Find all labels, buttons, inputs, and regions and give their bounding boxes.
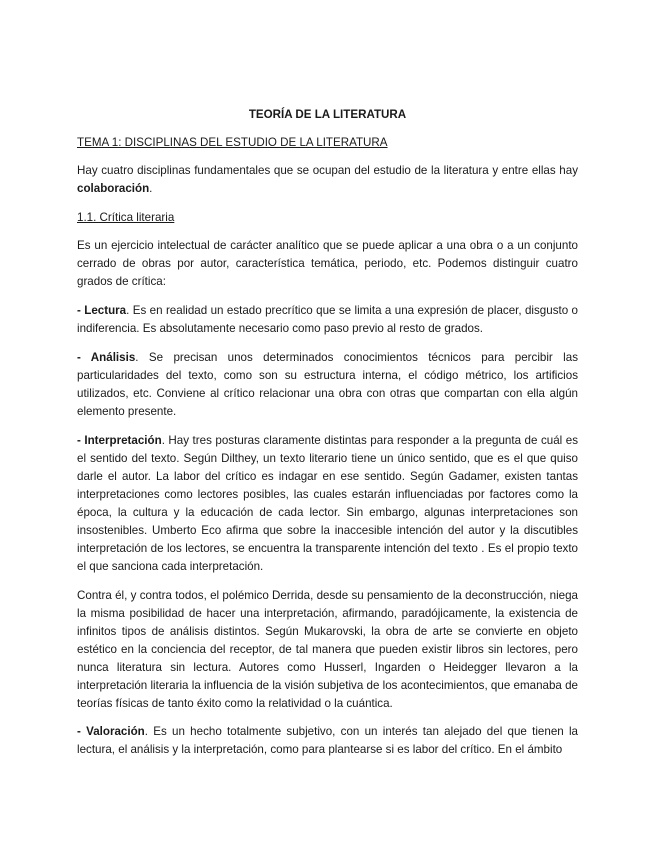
critica-definition: Es un ejercicio intelectual de carácter analítico que se puede aplicar a una obra o a un conjunto cerrado de obras por autor, característica temática, periodo, etc. Podemos distinguir cuatro grados de crítica: <box>77 239 578 288</box>
interpretacion-text: . Hay tres posturas claramente distintas para responder a la pregunta de cuál es el sentido del texto. Según Dilthey, un texto literario tiene un único sentido, que es el que quiso darle el autor. La labor del crítico es indagar en ese sentido. Según Gadamer, existen tantas interpretaciones como lectores posibles, las cuales estarán influenciadas por factores como la época, la cultura y la educación de cada lector. Sin embargo, algunas interpretaciones son insostenibles. Umberto Eco afirma que sobre la inaccesible intención del autor y la discutibles interpretación de los lectores, se encuentra la transparente intención del texto . Es el propio texto el que sanciona cada interpretación. <box>77 434 578 573</box>
document-title: TEORÍA DE LA LITERATURA <box>248 108 407 121</box>
analisis-label: - Análisis <box>77 351 136 364</box>
interpretacion-paragraph <box>77 432 578 576</box>
interpretacion-label: - Interpretación <box>77 434 162 447</box>
lectura-text: . Es en realidad un estado precrítico que se limita a una expresión de placer, disgusto o indiferencia. Es absolutamente necesario como paso previo al resto de grados. <box>77 304 578 335</box>
analisis-paragraph <box>77 349 578 421</box>
derrida-paragraph: Contra él, y contra todos, el polémico Derrida, desde su pensamiento de la deconstrucción, niega la misma posibilidad de hacer una interpretación, afirmando, paradójicamente, la existencia de infinitos tipos de análisis distintos. Según Mukarovski, la obra de arte se convierte en objeto estético en la conciencia del receptor, de tal manera que pueden existir libros sin lectores, pero nunca literatura sin lectura. Autores como Husserl, Ingarden o Heidegger llevaron a la interpretación literaria la influencia de la visión subjetiva de los acontecimientos, que emanaba de teorías físicas de tanto éxito como la relatividad o la cuántica. <box>77 589 578 710</box>
intro-text: Hay cuatro disciplinas fundamentales que se ocupan del estudio de la literatura y entre ellas hay <box>77 164 578 177</box>
intro-end: . <box>149 182 153 195</box>
valoracion-label: - Valoración <box>77 725 145 738</box>
intro-bold-term: colaboración <box>77 182 150 195</box>
lectura-paragraph <box>77 302 578 338</box>
analisis-text: . Se precisan unos determinados conocimientos técnicos para percibir las particularidades del texto, como son su estructura interna, el código métrico, los artificios utilizados, etc. Conviene al crítico relacionar una obra con otras que compartan con ella algún elemento presente. <box>77 351 578 418</box>
valoracion-text: . Es un hecho totalmente subjetivo, con un interés tan alejado del que tienen la lectura, el análisis y la interpretación, como para plantearse si es labor del crítico. En el ámbito <box>77 725 579 756</box>
valoracion-paragraph <box>77 723 578 759</box>
section-heading-critica: 1.1. Crítica literaria <box>77 211 175 224</box>
tema-heading: TEMA 1: DISCIPLINAS DEL ESTUDIO DE LA LITERATURA <box>77 136 388 149</box>
lectura-label: - Lectura <box>77 304 127 317</box>
intro-paragraph <box>77 162 578 198</box>
